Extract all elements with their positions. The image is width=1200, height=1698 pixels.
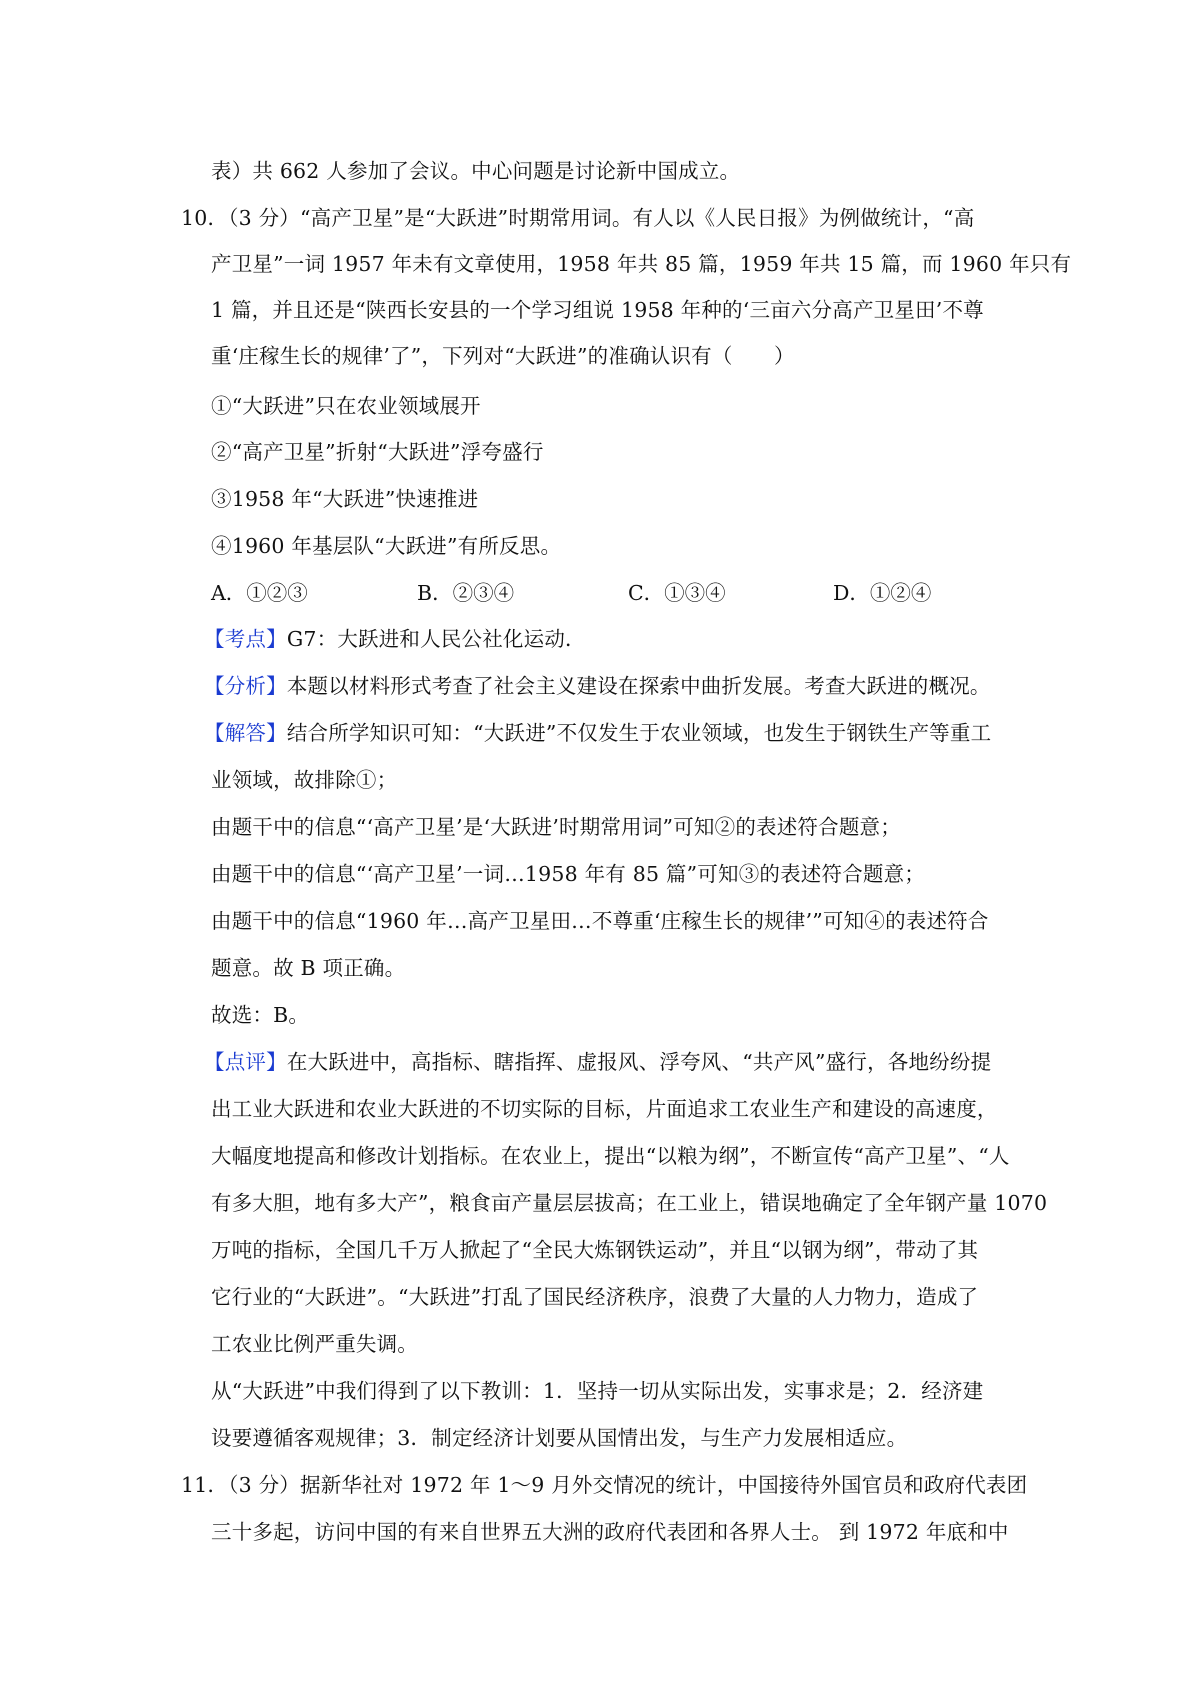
- option-c: C．①③④: [628, 581, 726, 605]
- stem-text: “高产卫星”是“大跃进”时期常用词。有人以《人民日报》为例做统计，“高: [300, 206, 975, 230]
- question-11-stem-line-1: [181, 1470, 1027, 1500]
- question-score: （3 分）: [228, 206, 300, 230]
- dianping-line-5: 万吨的指标，全国几千万人掀起了“全民大炼钢铁运动”，并且“以钢为纲”，带动了其: [211, 1238, 979, 1262]
- jieda-line-2: 业领域，故排除①；: [211, 768, 398, 792]
- jieda-line-4: 由题干中的信息“‘高产卫星’一词…1958 年有 85 篇”可知③的表述符合题意；: [211, 862, 925, 886]
- dianping-line-3: 大幅度地提高和修改计划指标。在农业上，提出“以粮为纲”，不断宣传“高产卫星”、“人: [211, 1144, 1010, 1168]
- option-a: A．①②③: [211, 581, 308, 605]
- question-11-stem-line-2: 三十多起，访问中国的有来自世界五大洲的政府代表团和各界人士。 到 1972 年底和中: [211, 1520, 1009, 1544]
- jieda-text: 结合所学知识可知：“大跃进”不仅发生于农业领域，也发生于钢铁生产等重工: [286, 721, 992, 745]
- statement-item-2: ②“高产卫星”折射“大跃进”浮夸盛行: [211, 440, 544, 464]
- jieda-section: [204, 718, 991, 748]
- statement-item-1: ①“大跃进”只在农业领域展开: [211, 394, 481, 418]
- dianping-tag: 【点评】: [204, 1050, 287, 1074]
- question-10-stem-line-4: 重‘庄稼生长的规律’了”，下列对“大跃进”的准确认识有（ ）: [211, 344, 795, 368]
- dianping-line-6: 它行业的“大跃进”。“大跃进”打乱了国民经济秩序，浪费了大量的人力物力，造成了: [211, 1285, 979, 1309]
- fenxi-tag: 【分析】: [204, 674, 287, 698]
- statement-item-4: ④1960 年基层队“大跃进”有所反思。: [211, 534, 562, 558]
- continuation-line: 表）共 662 人参加了会议。中心问题是讨论新中国成立。: [211, 159, 741, 183]
- kaodian-text: G7：大跃进和人民公社化运动．: [286, 627, 586, 651]
- lesson-line-2: 设要遵循客观规律；3．制定经济计划要从国情出发，与生产力发展相适应。: [211, 1426, 908, 1450]
- dianping-line-4: 有多大胆，地有多大产”，粮食亩产量层层拔高；在工业上，错误地确定了全年钢产量 1070: [211, 1191, 1048, 1215]
- question-number: 10．: [181, 206, 229, 230]
- fenxi-text: 本题以材料形式考查了社会主义建设在探索中曲折发展。考查大跃进的概况。: [286, 674, 991, 698]
- kaodian-tag: 【考点】: [204, 627, 287, 651]
- answer-line: 故选：B。: [211, 1003, 310, 1027]
- option-d: D．①②④: [833, 581, 932, 605]
- question-10-stem-line-3: 1 篇，并且还是“陕西长安县的一个学习组说 1958 年种的‘三亩六分高产卫星田’不尊: [211, 298, 984, 322]
- dianping-text: 在大跃进中，高指标、瞎指挥、虚报风、浮夸风、“共产风”盛行，各地纷纷提: [286, 1050, 992, 1074]
- question-10-stem-line-1: [181, 203, 974, 233]
- stem-text: 据新华社对 1972 年 1～9 月外交情况的统计，中国接待外国官员和政府代表团: [300, 1473, 1028, 1497]
- jieda-tag: 【解答】: [204, 721, 287, 745]
- dianping-section: [204, 1047, 991, 1077]
- question-number: 11．: [181, 1473, 229, 1497]
- option-b: B．②③④: [417, 581, 515, 605]
- jieda-line-3: 由题干中的信息“‘高产卫星’是‘大跃进’时期常用词”可知②的表述符合题意；: [211, 815, 901, 839]
- kaodian-section: [204, 624, 586, 654]
- fenxi-section: [204, 671, 991, 701]
- lesson-line-1: 从“大跃进”中我们得到了以下教训：1．坚持一切从实际出发，实事求是；2．经济建: [211, 1379, 984, 1403]
- dianping-line-2: 出工业大跃进和农业大跃进的不切实际的目标，片面追求工农业生产和建设的高速度，: [211, 1097, 998, 1121]
- dianping-line-7: 工农业比例严重失调。: [211, 1332, 418, 1356]
- jieda-line-6: 题意。故 B 项正确。: [211, 956, 406, 980]
- jieda-line-5: 由题干中的信息“1960 年…高产卫星田…不尊重‘庄稼生长的规律’”可知④的表述符合: [211, 909, 989, 933]
- statement-item-3: ③1958 年“大跃进”快速推进: [211, 487, 479, 511]
- question-score: （3 分）: [228, 1473, 300, 1497]
- question-10-stem-line-2: 产卫星”一词 1957 年未有文章使用，1958 年共 85 篇，1959 年共 15 篇，而 1960 年只有: [211, 252, 1072, 276]
